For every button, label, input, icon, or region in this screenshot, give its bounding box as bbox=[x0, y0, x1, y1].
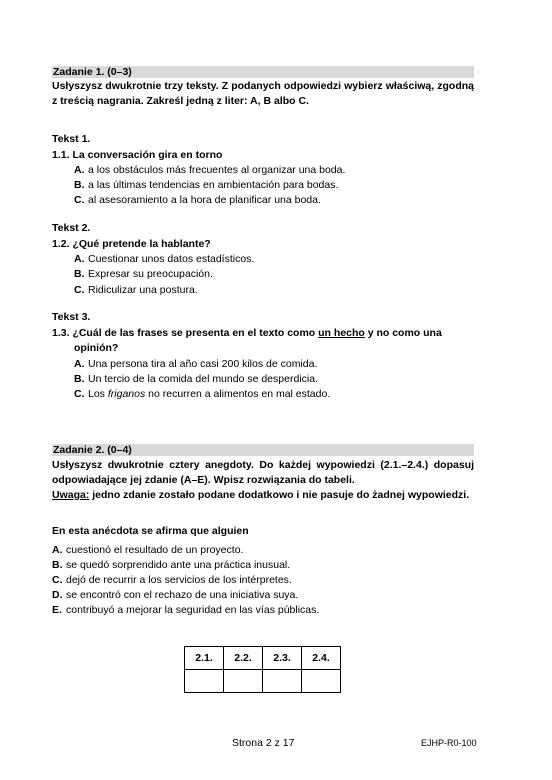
answer-cell-2-4[interactable] bbox=[302, 670, 341, 693]
option-text: a los obstáculos más frecuentes al organizar una boda. bbox=[88, 164, 346, 176]
option-text: Expresar su preocupación. bbox=[88, 268, 213, 280]
answer-header-2-3: 2.3. bbox=[263, 647, 302, 670]
question-number: 1.1. bbox=[52, 149, 70, 161]
option-letter: B. bbox=[74, 268, 85, 280]
text1-label: Tekst 1. bbox=[52, 133, 91, 145]
question-1-2 bbox=[52, 238, 211, 251]
option-letter: C. bbox=[52, 574, 63, 586]
answer-cell-2-1[interactable] bbox=[185, 670, 224, 693]
text2-label: Tekst 2. bbox=[52, 222, 91, 234]
task2-note bbox=[52, 488, 474, 503]
answer-header-2-1: 2.1. bbox=[185, 647, 224, 670]
answer-header-2-4: 2.4. bbox=[302, 647, 341, 670]
option-text-end: no recurren a alimentos en mal estado. bbox=[145, 388, 331, 400]
question-text: ¿Qué pretende la hablante? bbox=[72, 238, 211, 250]
answer-header-2-2: 2.2. bbox=[224, 647, 263, 670]
option-letter: A. bbox=[74, 358, 85, 370]
option-1-1-a[interactable] bbox=[74, 164, 345, 177]
option-letter: A. bbox=[52, 544, 63, 556]
question-1-3-line-2: opinión? bbox=[74, 342, 119, 354]
option-letter: C. bbox=[74, 284, 85, 296]
answer-table-input-row bbox=[185, 670, 341, 693]
option-letter: B. bbox=[74, 373, 85, 385]
option-text: contribuyó a mejorar la seguridad en las vías públicas. bbox=[66, 604, 320, 616]
document-code: EJHP-R0-100 bbox=[421, 738, 477, 748]
option-text: Una persona tira al año casi 200 kilos de comida. bbox=[88, 358, 318, 370]
option-text-italic: friganos bbox=[107, 388, 146, 400]
answer-table-header-row bbox=[185, 647, 341, 670]
option-letter: D. bbox=[52, 589, 63, 601]
option-1-3-b[interactable] bbox=[74, 373, 318, 386]
option-1-2-c[interactable] bbox=[74, 284, 198, 297]
option-1-1-c[interactable] bbox=[74, 194, 321, 207]
question-1-1 bbox=[52, 149, 222, 162]
answer-cell-2-3[interactable] bbox=[263, 670, 302, 693]
task2-option-c bbox=[52, 574, 292, 587]
task2-lead: En esta anécdota se afirma que alguien bbox=[52, 525, 249, 537]
option-letter: C. bbox=[74, 194, 85, 206]
task2-option-d bbox=[52, 589, 298, 602]
option-text: a las últimas tendencias en ambientación para bodas. bbox=[88, 179, 339, 191]
question-number: 1.3. bbox=[52, 327, 70, 339]
text3-label: Tekst 3. bbox=[52, 311, 91, 323]
option-text: Ridiculizar una postura. bbox=[88, 284, 198, 296]
option-1-1-b[interactable] bbox=[74, 179, 338, 192]
option-letter: E. bbox=[52, 604, 62, 616]
question-text-underlined: un hecho bbox=[318, 327, 365, 339]
option-letter: A. bbox=[74, 164, 85, 176]
question-text-start: ¿Cuál de las frases se presenta en el texto como bbox=[72, 327, 319, 339]
option-text: se quedó sorprendido ante una práctica inusual. bbox=[66, 559, 291, 571]
question-number: 1.2. bbox=[52, 238, 70, 250]
option-text: dejó de recurrir a los servicios de los intérpretes. bbox=[66, 574, 292, 586]
option-letter: B. bbox=[52, 559, 63, 571]
task2-option-e bbox=[52, 604, 319, 617]
option-text: Un tercio de la comida del mundo se desperdicia. bbox=[88, 373, 318, 385]
note-label: Uwaga: bbox=[52, 489, 90, 501]
note-text: jedno zdanie zostało podane dodatkowo i nie pasuje do żadnej wypowiedzi. bbox=[89, 489, 470, 501]
question-1-3 bbox=[52, 327, 442, 340]
page-number: Strona 2 z 17 bbox=[232, 737, 295, 749]
option-letter: B. bbox=[74, 179, 85, 191]
task2-option-b bbox=[52, 559, 290, 572]
option-text: al asesoramiento a la hora de planificar una boda. bbox=[88, 194, 321, 206]
option-1-2-a[interactable] bbox=[74, 253, 254, 266]
option-text: cuestionó el resultado de un proyecto. bbox=[66, 544, 244, 556]
question-text: La conversación gira en torno bbox=[72, 149, 223, 161]
option-text: Cuestionar unos datos estadísticos. bbox=[88, 253, 255, 265]
task2-instruction-line-1: Usłyszysz dwukrotnie cztery anegdoty. Do każdej wypowiedzi (2.1.–2.4.) dopasuj bbox=[52, 459, 474, 471]
option-letter: C. bbox=[74, 388, 85, 400]
task2-header: Zadanie 2. (0–4) bbox=[52, 444, 474, 456]
task1-instruction bbox=[52, 79, 474, 109]
answer-table bbox=[184, 646, 341, 693]
option-text-start: Los bbox=[88, 388, 108, 400]
answer-cell-2-2[interactable] bbox=[224, 670, 263, 693]
task2-instruction-line-2: odpowiadające jej zdanie (A–E). Wpisz rozwiązania do tabeli. bbox=[52, 474, 355, 486]
task1-header: Zadanie 1. (0–3) bbox=[52, 66, 474, 78]
question-text-end: y no como una bbox=[364, 327, 442, 339]
option-1-3-a[interactable] bbox=[74, 358, 317, 371]
option-text: se encontró con el rechazo de una iniciativa suya. bbox=[66, 589, 299, 601]
option-1-2-b[interactable] bbox=[74, 268, 213, 281]
task2-instruction bbox=[52, 458, 474, 503]
task2-option-a bbox=[52, 544, 243, 557]
task1-instruction-line-1: Usłyszysz dwukrotnie trzy teksty. Z podanych odpowiedzi wybierz właściwą, zgodną bbox=[52, 80, 474, 92]
option-letter: A. bbox=[74, 253, 85, 265]
task1-instruction-line-2: z treścią nagrania. Zakreśl jedną z liter: A, B albo C. bbox=[52, 95, 309, 107]
option-1-3-c[interactable] bbox=[74, 388, 330, 401]
